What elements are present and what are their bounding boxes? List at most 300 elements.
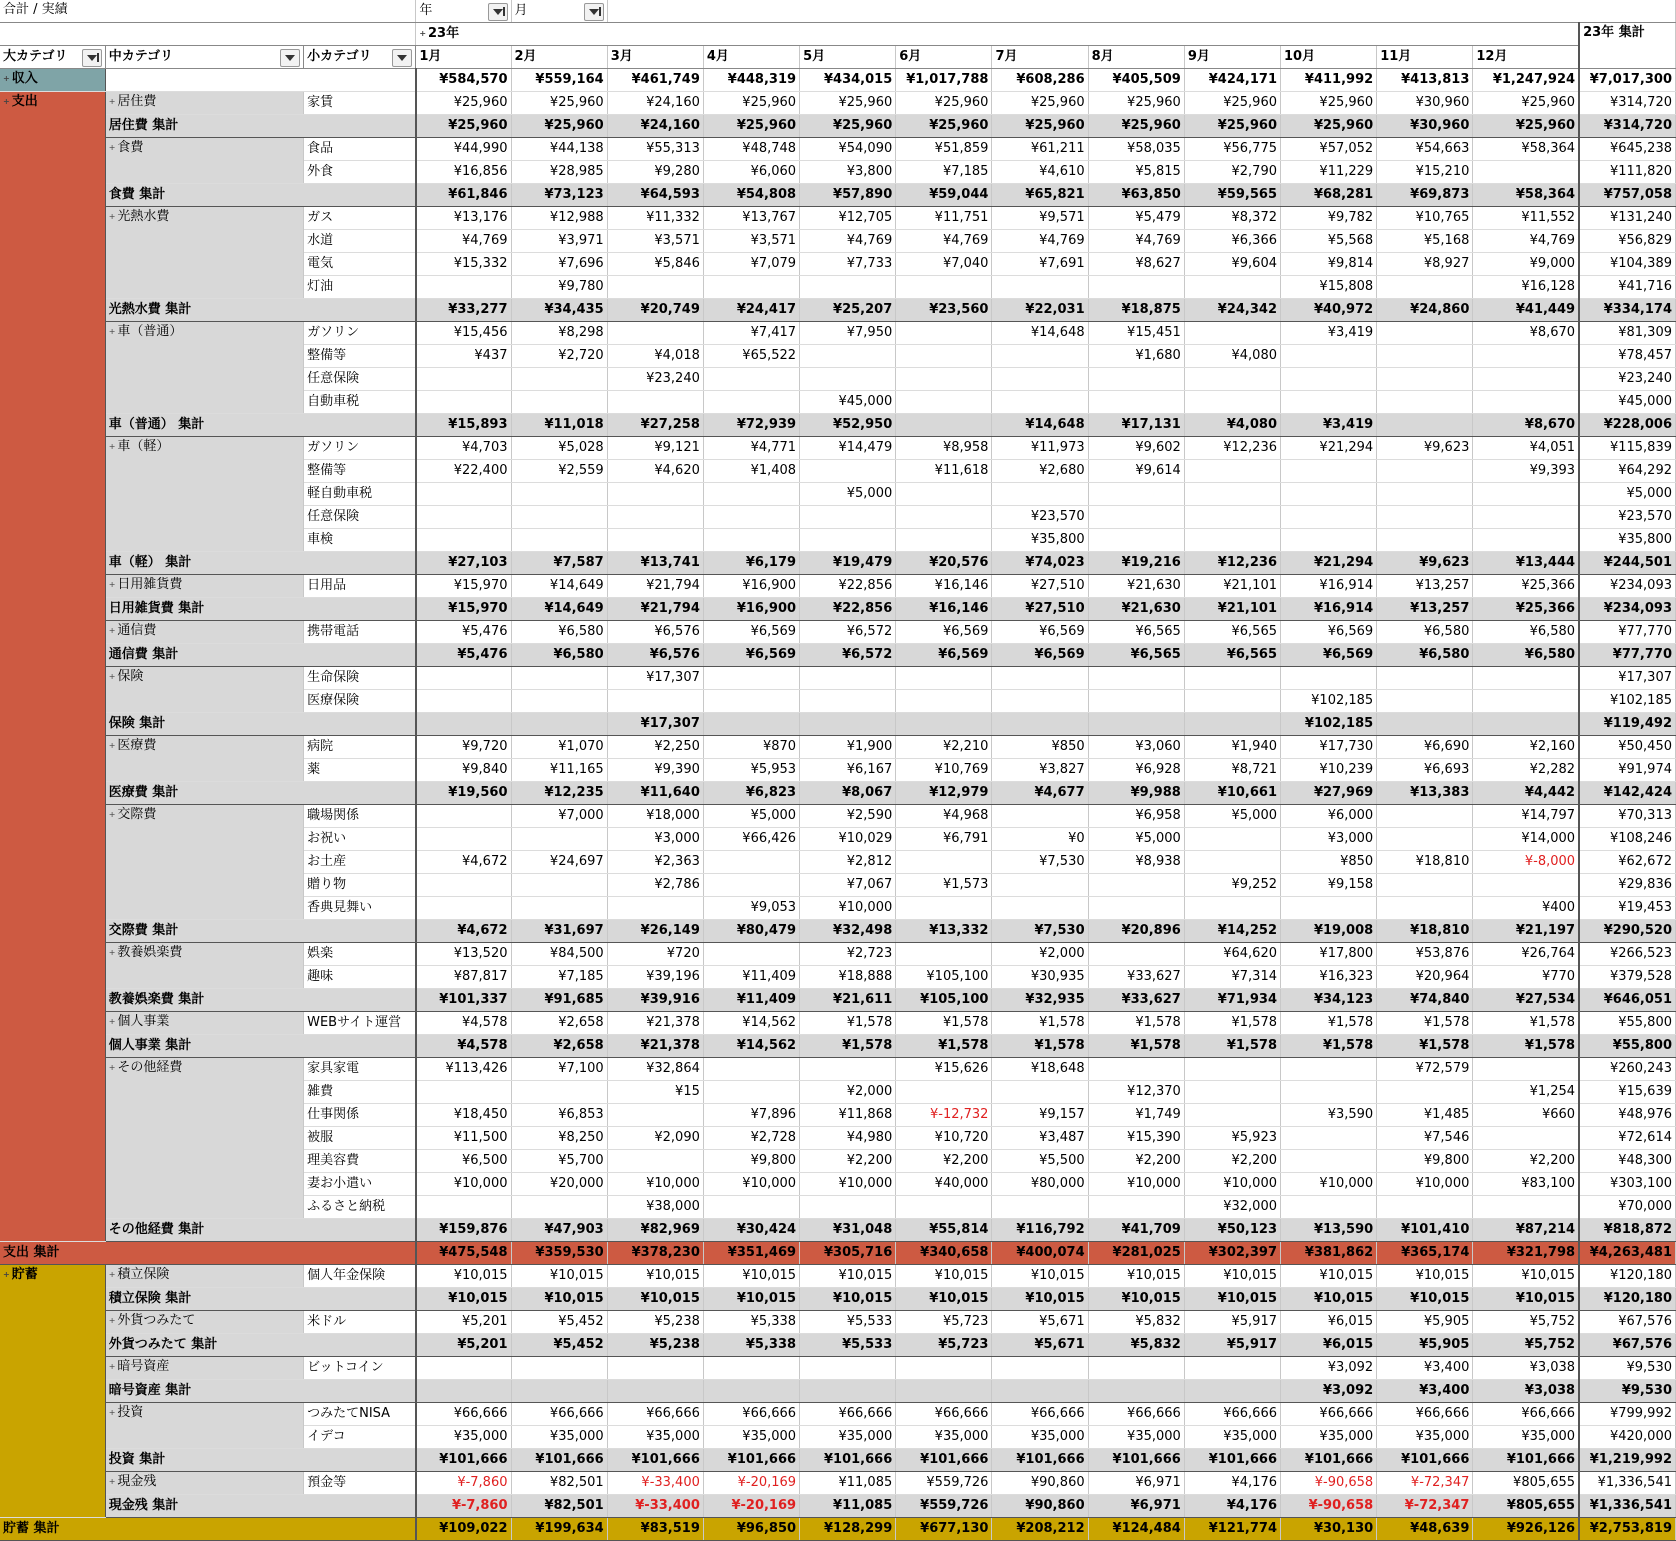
expand-icon[interactable]: + [108, 212, 116, 221]
value-cell: ¥-90,658 [1281, 1495, 1377, 1518]
value-cell [1184, 506, 1280, 529]
value-cell: ¥5,000 [1184, 805, 1280, 828]
value-cell [896, 322, 992, 345]
value-cell: ¥2,658 [511, 1035, 607, 1058]
value-cell: ¥10,015 [1184, 1288, 1280, 1311]
value-cell [1281, 1127, 1377, 1150]
header-row-year [0, 23, 1676, 46]
value-cell: ¥159,876 [416, 1219, 511, 1242]
value-cell: ¥4,080 [1184, 414, 1280, 437]
value-cell: ¥8,958 [896, 437, 992, 460]
value-cell: ¥5,028 [511, 437, 607, 460]
value-cell [1088, 368, 1184, 391]
expand-icon[interactable]: + [108, 672, 116, 681]
value-cell [416, 276, 511, 299]
value-cell [1184, 667, 1280, 690]
minor-category: 被服 [304, 1127, 416, 1150]
mid-category[interactable] [105, 207, 303, 299]
value-cell: ¥378,230 [607, 1242, 703, 1265]
value-cell: ¥0 [992, 828, 1088, 851]
value-cell: ¥5,832 [1088, 1311, 1184, 1334]
minor-category: ビットコイン [304, 1357, 416, 1380]
month-field-button[interactable] [511, 0, 607, 23]
value-cell: ¥10,720 [896, 1127, 992, 1150]
value-cell: ¥1,578 [1377, 1012, 1473, 1035]
value-cell: ¥101,666 [800, 1449, 896, 1472]
value-cell: ¥5,238 [607, 1334, 703, 1357]
value-cell [416, 368, 511, 391]
value-cell: ¥71,934 [1184, 989, 1280, 1012]
value-cell: ¥1,573 [896, 874, 992, 897]
value-cell: ¥23,240 [607, 368, 703, 391]
expand-icon[interactable]: + [108, 741, 116, 750]
expand-icon[interactable]: + [108, 327, 116, 336]
value-cell [511, 874, 607, 897]
value-cell: ¥24,342 [1184, 299, 1280, 322]
value-cell [703, 874, 799, 897]
value-cell [416, 667, 511, 690]
value-cell: ¥102,185 [1281, 713, 1377, 736]
expand-icon[interactable]: + [108, 442, 116, 451]
value-cell: ¥17,307 [607, 713, 703, 736]
value-cell: ¥4,672 [416, 920, 511, 943]
mid-category-label: 居住費 [117, 94, 157, 109]
value-cell: ¥21,611 [800, 989, 896, 1012]
value-cell: ¥66,666 [703, 1403, 799, 1426]
mid-category[interactable] [105, 1265, 303, 1288]
value-cell: ¥61,846 [416, 184, 511, 207]
value-cell: ¥16,900 [703, 575, 799, 598]
value-cell: ¥21,378 [607, 1012, 703, 1035]
value-cell [1184, 828, 1280, 851]
value-cell: ¥6,971 [1088, 1495, 1184, 1518]
value-cell: ¥5,568 [1281, 230, 1377, 253]
value-cell: ¥7,587 [511, 552, 607, 575]
value-cell: ¥66,666 [607, 1403, 703, 1426]
value-cell [703, 851, 799, 874]
value-cell: ¥35,000 [1377, 1426, 1473, 1449]
value-cell: ¥1,017,788 [896, 69, 992, 92]
value-cell [416, 483, 511, 506]
value-cell [1281, 1150, 1377, 1173]
value-cell [1281, 1058, 1377, 1081]
year-total-cell: ¥314,720 [1579, 115, 1675, 138]
value-cell: ¥66,666 [416, 1403, 511, 1426]
value-cell [1377, 667, 1473, 690]
value-cell [1377, 805, 1473, 828]
value-cell: ¥27,510 [992, 575, 1088, 598]
value-cell: ¥321,798 [1473, 1242, 1579, 1265]
value-cell: ¥6,569 [703, 621, 799, 644]
value-cell: ¥2,728 [703, 1127, 799, 1150]
value-cell: ¥6,823 [703, 782, 799, 805]
value-cell: ¥25,960 [1281, 92, 1377, 115]
value-cell [1184, 851, 1280, 874]
value-cell: ¥69,873 [1377, 184, 1473, 207]
mid-category-label: 積立保険 [117, 1267, 170, 1282]
mid-category[interactable] [105, 1357, 303, 1380]
value-cell: ¥20,576 [896, 552, 992, 575]
dropdown-icon[interactable] [392, 49, 412, 67]
table-row [0, 1058, 1676, 1081]
mid-category[interactable] [105, 1012, 303, 1035]
value-cell: ¥8,927 [1377, 253, 1473, 276]
value-cell: ¥9,614 [1088, 460, 1184, 483]
value-cell: ¥21,101 [1184, 598, 1280, 621]
value-cell: ¥4,703 [416, 437, 511, 460]
value-cell: ¥4,771 [703, 437, 799, 460]
year-total-cell: ¥77,770 [1579, 644, 1675, 667]
value-cell: ¥5,832 [1088, 1334, 1184, 1357]
value-cell [896, 713, 992, 736]
value-cell: ¥10,015 [607, 1288, 703, 1311]
value-cell [511, 1380, 607, 1403]
year-field-label: 年 [419, 3, 433, 18]
major-category-income[interactable] [0, 69, 105, 92]
year-total-cell: ¥17,307 [1579, 667, 1675, 690]
value-cell [800, 368, 896, 391]
subtotal-row [0, 1035, 1676, 1058]
expand-icon[interactable]: + [108, 1017, 116, 1026]
value-cell: ¥48,639 [1377, 1518, 1473, 1541]
value-cell: ¥19,216 [1088, 552, 1184, 575]
value-cell [416, 1380, 511, 1403]
value-cell [992, 713, 1088, 736]
mid-category[interactable] [105, 575, 303, 598]
value-cell: ¥10,015 [511, 1265, 607, 1288]
value-cell: ¥25,960 [1281, 115, 1377, 138]
value-cell [1088, 506, 1184, 529]
value-cell: ¥96,850 [703, 1518, 799, 1541]
value-cell: ¥113,426 [416, 1058, 511, 1081]
value-cell [1281, 667, 1377, 690]
value-cell: ¥32,864 [607, 1058, 703, 1081]
mid-category[interactable] [105, 621, 303, 644]
value-cell: ¥-72,347 [1377, 1472, 1473, 1495]
mid-category[interactable] [105, 92, 303, 115]
value-cell: ¥10,765 [1377, 207, 1473, 230]
value-cell: ¥10,015 [1281, 1265, 1377, 1288]
mid-category[interactable] [105, 667, 303, 713]
value-cell: ¥4,968 [896, 805, 992, 828]
value-cell: ¥80,000 [992, 1173, 1088, 1196]
value-cell: ¥7,696 [511, 253, 607, 276]
mid-category[interactable] [105, 736, 303, 782]
mid-category-label: 通信費 [117, 623, 157, 638]
month-header: 12月 [1473, 46, 1579, 69]
year-total-cell: ¥104,389 [1579, 253, 1675, 276]
value-cell: ¥1,578 [1281, 1012, 1377, 1035]
value-cell: ¥7,950 [800, 322, 896, 345]
expand-icon[interactable]: + [108, 580, 116, 589]
value-cell: ¥5,201 [416, 1311, 511, 1334]
value-cell: ¥6,569 [992, 621, 1088, 644]
value-cell [1473, 1127, 1579, 1150]
value-cell [1088, 1380, 1184, 1403]
year-total-cell: ¥67,576 [1579, 1334, 1675, 1357]
value-cell: ¥58,035 [1088, 138, 1184, 161]
value-cell: ¥2,160 [1473, 736, 1579, 759]
minor-category-field[interactable] [304, 46, 416, 69]
value-cell: ¥66,666 [1184, 1403, 1280, 1426]
expand-icon[interactable]: + [108, 810, 116, 819]
value-cell: ¥16,128 [1473, 276, 1579, 299]
value-cell: ¥58,364 [1473, 184, 1579, 207]
value-cell: ¥6,693 [1377, 759, 1473, 782]
value-cell: ¥475,548 [416, 1242, 511, 1265]
value-cell [896, 506, 992, 529]
value-cell: ¥5,338 [703, 1334, 799, 1357]
empty-cell [105, 69, 416, 92]
expand-icon[interactable]: + [419, 29, 427, 38]
value-cell [800, 1380, 896, 1403]
value-cell: ¥3,971 [511, 230, 607, 253]
mid-category[interactable] [105, 322, 303, 414]
value-cell: ¥51,859 [896, 138, 992, 161]
value-cell [800, 667, 896, 690]
value-cell: ¥59,565 [1184, 184, 1280, 207]
year-field-button[interactable] [416, 0, 511, 23]
value-cell [992, 1081, 1088, 1104]
value-cell [1088, 1196, 1184, 1219]
value-cell: ¥21,794 [607, 598, 703, 621]
year-total-cell: ¥120,180 [1579, 1288, 1675, 1311]
year-total-cell: ¥119,492 [1579, 713, 1675, 736]
value-cell: ¥31,048 [800, 1219, 896, 1242]
minor-category: 家具家電 [304, 1058, 416, 1081]
value-cell [1088, 1058, 1184, 1081]
mid-category-label: 日用雑貨費 [117, 577, 183, 592]
value-cell [1281, 529, 1377, 552]
expand-icon[interactable]: + [108, 1270, 116, 1279]
value-cell [896, 1081, 992, 1104]
table-row [0, 621, 1676, 644]
value-cell: ¥10,000 [1184, 1173, 1280, 1196]
expand-icon[interactable]: + [108, 948, 116, 957]
value-cell: ¥21,794 [607, 575, 703, 598]
value-cell: ¥21,630 [1088, 575, 1184, 598]
value-cell [607, 897, 703, 920]
value-cell: ¥66,666 [800, 1403, 896, 1426]
value-cell: ¥6,576 [607, 621, 703, 644]
value-cell [511, 667, 607, 690]
mid-category[interactable] [105, 138, 303, 184]
value-cell: ¥25,960 [511, 92, 607, 115]
value-cell: ¥1,254 [1473, 1081, 1579, 1104]
minor-category-label: 小カテゴリ [307, 49, 372, 64]
value-cell: ¥2,658 [511, 1012, 607, 1035]
value-cell: ¥18,810 [1377, 851, 1473, 874]
value-cell: ¥13,257 [1377, 598, 1473, 621]
value-cell: ¥6,580 [511, 621, 607, 644]
value-cell: ¥56,775 [1184, 138, 1280, 161]
mid-category-field[interactable] [105, 46, 303, 69]
year-total-cell: ¥81,309 [1579, 322, 1675, 345]
year-header[interactable] [416, 23, 1579, 46]
value-cell: ¥4,672 [416, 851, 511, 874]
mid-category[interactable] [105, 1311, 303, 1334]
minor-category: 病院 [304, 736, 416, 759]
value-cell: ¥14,562 [703, 1012, 799, 1035]
minor-category: 個人年金保険 [304, 1265, 416, 1288]
expand-icon[interactable]: + [3, 1270, 10, 1279]
year-total-cell: ¥334,174 [1579, 299, 1675, 322]
expand-icon[interactable]: + [108, 143, 116, 152]
expand-icon[interactable]: + [108, 1316, 116, 1325]
value-cell: ¥720 [607, 943, 703, 966]
value-cell: ¥11,500 [416, 1127, 511, 1150]
year-total-cell: ¥35,800 [1579, 529, 1675, 552]
expand-icon[interactable]: + [108, 626, 116, 635]
subtotal-row [0, 414, 1676, 437]
minor-category: 妻お小遣い [304, 1173, 416, 1196]
expand-icon[interactable]: + [108, 1408, 116, 1417]
value-cell: ¥32,498 [800, 920, 896, 943]
expand-icon[interactable]: + [108, 1362, 116, 1371]
year-total-cell: ¥102,185 [1579, 690, 1675, 713]
value-cell [1281, 897, 1377, 920]
minor-category: 趣味 [304, 966, 416, 989]
expand-icon[interactable]: + [3, 74, 10, 83]
value-cell: ¥15 [607, 1081, 703, 1104]
year-total-cell: ¥314,720 [1579, 92, 1675, 115]
value-cell: ¥5,201 [416, 1334, 511, 1357]
value-cell: ¥3,092 [1281, 1380, 1377, 1403]
value-cell: ¥16,914 [1281, 575, 1377, 598]
year-total-cell: ¥48,976 [1579, 1104, 1675, 1127]
value-cell: ¥25,960 [1184, 92, 1280, 115]
value-cell: ¥2,000 [800, 1081, 896, 1104]
value-cell [1377, 276, 1473, 299]
value-cell: ¥57,890 [800, 184, 896, 207]
subtotal-label: その他経費 集計 [105, 1219, 416, 1242]
year-total-cell: ¥56,829 [1579, 230, 1675, 253]
minor-category: 理美容費 [304, 1150, 416, 1173]
value-cell: ¥2,000 [992, 943, 1088, 966]
value-cell [1377, 391, 1473, 414]
year-total-cell: ¥111,820 [1579, 161, 1675, 184]
value-cell: ¥15,970 [416, 598, 511, 621]
minor-category: 整備等 [304, 460, 416, 483]
value-cell: ¥5,846 [607, 253, 703, 276]
value-cell: ¥72,579 [1377, 1058, 1473, 1081]
mid-category[interactable] [105, 1472, 303, 1495]
value-cell [1088, 690, 1184, 713]
expand-icon[interactable]: + [3, 97, 10, 106]
value-cell [992, 805, 1088, 828]
value-cell [1473, 713, 1579, 736]
mid-category[interactable] [105, 437, 303, 552]
mid-category-label: 交際費 [117, 807, 157, 822]
value-cell [1088, 943, 1184, 966]
value-cell: ¥35,000 [416, 1426, 511, 1449]
value-cell: ¥4,769 [1473, 230, 1579, 253]
value-cell [896, 851, 992, 874]
value-cell: ¥608,286 [992, 69, 1088, 92]
value-cell [1377, 713, 1473, 736]
value-cell: ¥1,940 [1184, 736, 1280, 759]
value-cell: ¥6,580 [1377, 621, 1473, 644]
value-cell: ¥805,655 [1473, 1495, 1579, 1518]
value-cell: ¥10,000 [800, 1173, 896, 1196]
year-total-cell: ¥70,313 [1579, 805, 1675, 828]
value-cell [1184, 1380, 1280, 1403]
value-cell [800, 345, 896, 368]
value-cell: ¥-20,169 [703, 1472, 799, 1495]
expand-icon[interactable]: + [108, 1477, 116, 1486]
value-cell [896, 414, 992, 437]
value-cell [703, 1081, 799, 1104]
value-cell: ¥7,079 [703, 253, 799, 276]
major-category-expense[interactable] [0, 92, 105, 1242]
value-cell: ¥6,580 [511, 644, 607, 667]
dropdown-icon[interactable] [280, 49, 300, 67]
value-cell: ¥68,281 [1281, 184, 1377, 207]
value-cell: ¥14,648 [992, 414, 1088, 437]
value-cell: ¥5,533 [800, 1334, 896, 1357]
expand-icon[interactable]: + [108, 97, 116, 106]
expand-icon[interactable]: + [108, 1063, 116, 1072]
value-cell: ¥13,590 [1281, 1219, 1377, 1242]
value-cell: ¥340,658 [896, 1242, 992, 1265]
major-category-field[interactable] [0, 46, 105, 69]
value-cell: ¥-33,400 [607, 1495, 703, 1518]
value-cell [1184, 391, 1280, 414]
value-cell: ¥91,685 [511, 989, 607, 1012]
value-cell: ¥6,569 [992, 644, 1088, 667]
filter-icon[interactable] [82, 49, 102, 67]
value-cell: ¥50,123 [1184, 1219, 1280, 1242]
year-total-cell: ¥420,000 [1579, 1426, 1675, 1449]
mid-category[interactable] [105, 805, 303, 920]
mid-category[interactable] [105, 1058, 303, 1219]
year-total-cell: ¥9,530 [1579, 1357, 1675, 1380]
value-cell: ¥10,239 [1281, 759, 1377, 782]
value-cell: ¥25,960 [416, 92, 511, 115]
value-cell: ¥199,634 [511, 1518, 607, 1541]
year-total-cell: ¥67,576 [1579, 1311, 1675, 1334]
value-cell [1377, 1196, 1473, 1219]
mid-category[interactable] [105, 943, 303, 989]
value-cell [511, 828, 607, 851]
filter-icon[interactable] [488, 3, 508, 21]
value-cell [511, 1357, 607, 1380]
value-cell [1184, 713, 1280, 736]
value-cell: ¥40,000 [896, 1173, 992, 1196]
subtotal-row [0, 184, 1676, 207]
value-cell: ¥25,960 [1473, 92, 1579, 115]
mid-category[interactable] [105, 1403, 303, 1449]
value-cell: ¥25,960 [896, 92, 992, 115]
value-cell [896, 667, 992, 690]
value-cell: ¥10,015 [416, 1265, 511, 1288]
value-cell: ¥-7,860 [416, 1472, 511, 1495]
value-cell: ¥434,015 [800, 69, 896, 92]
value-cell [1184, 460, 1280, 483]
filter-icon[interactable] [584, 3, 604, 21]
value-cell: ¥660 [1473, 1104, 1579, 1127]
value-cell: ¥83,100 [1473, 1173, 1579, 1196]
minor-category: 車検 [304, 529, 416, 552]
value-cell: ¥16,146 [896, 575, 992, 598]
value-cell: ¥24,860 [1377, 299, 1473, 322]
value-cell [607, 1357, 703, 1380]
value-cell: ¥20,964 [1377, 966, 1473, 989]
value-cell: ¥8,670 [1473, 414, 1579, 437]
major-category-saving[interactable] [0, 1265, 105, 1518]
year-total-cell: ¥41,716 [1579, 276, 1675, 299]
value-cell: ¥35,000 [800, 1426, 896, 1449]
